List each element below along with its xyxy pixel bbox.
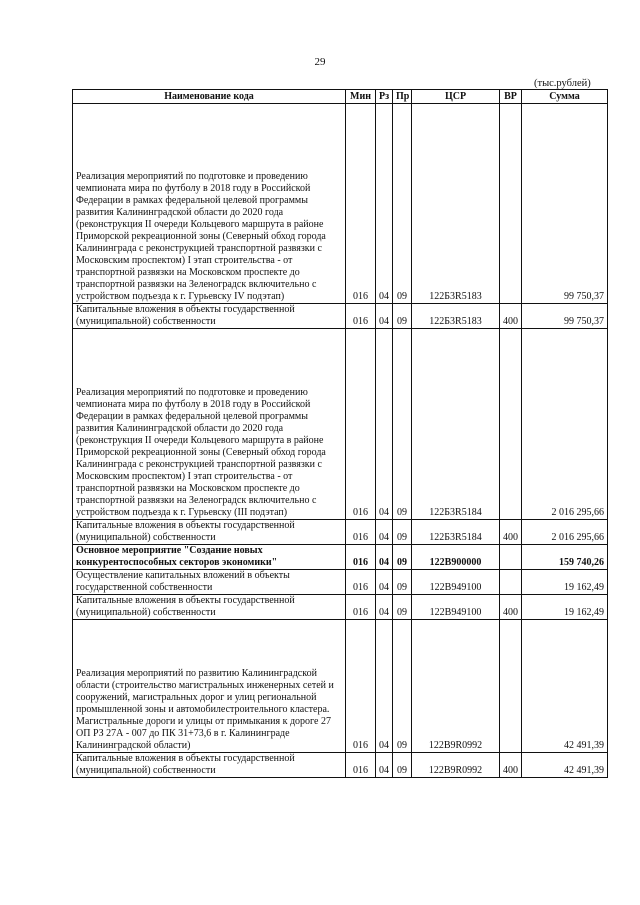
row-min: 016 (346, 545, 376, 570)
row-rz: 04 (376, 570, 393, 595)
header-name: Наименование кода (73, 90, 346, 104)
row-name: Осуществление капитальных вложений в объекты государственной собственности (73, 570, 346, 595)
row-rz: 04 (376, 753, 393, 778)
row-min: 016 (346, 595, 376, 620)
row-min: 016 (346, 520, 376, 545)
table-row (73, 104, 608, 304)
row-vr (500, 570, 522, 595)
row-name: Реализация мероприятий по подготовке и проведению чемпионата мира по футболу в 2018 году в Российской Федерации в рамках федеральной целевой программы развития Калининградской области до 2020 года (реконструкция II очереди Кольцевого маршрута в районе Приморской рекреационной зоны (Северный обход города Калининграда с реконструкцией транспортной развязки с Московским проспектом) I этап строительства - от транспортной развязки на Московском проспекте до транспортной развязки на Зеленоградск включительно с устройством подъезда к г. Гурьевску (III подэтап) (73, 329, 346, 520)
row-sum: 2 016 295,66 (522, 520, 608, 545)
row-vr: 400 (500, 520, 522, 545)
row-csr: 122В949100 (412, 595, 500, 620)
row-sum: 19 162,49 (522, 570, 608, 595)
row-csr: 122Б3R5184 (412, 520, 500, 545)
row-name: Капитальные вложения в объекты государственной (муниципальной) собственности (73, 753, 346, 778)
row-name: Реализация мероприятий по подготовке и проведению чемпионата мира по футболу в 2018 году в Российской Федерации в рамках федеральной целевой программы развития Калининградской области до 2020 года (реконструкция II очереди Кольцевого маршрута в районе Приморской рекреационной зоны (Северный обход города Калининграда с реконструкцией транспортной развязки с Московским проспектом) I этап строительства - от транспортной развязки на Московском проспекте до транспортной развязки на Зеленоградск включительно с устройством подъезда к г. Гурьевску IV подэтап) (73, 104, 346, 304)
row-sum: 2 016 295,66 (522, 329, 608, 520)
row-rz: 04 (376, 545, 393, 570)
row-csr: 122В9R0992 (412, 753, 500, 778)
table-row (73, 520, 608, 545)
row-pr: 09 (393, 520, 412, 545)
row-pr: 09 (393, 620, 412, 753)
row-pr: 09 (393, 570, 412, 595)
header-sum: Сумма (522, 90, 608, 104)
row-name: Капитальные вложения в объекты государственной (муниципальной) собственности (73, 520, 346, 545)
header-vr: ВР (500, 90, 522, 104)
header-row (73, 90, 608, 104)
table-row (73, 595, 608, 620)
row-pr: 09 (393, 329, 412, 520)
row-sum: 19 162,49 (522, 595, 608, 620)
row-pr: 09 (393, 753, 412, 778)
row-name: Капитальные вложения в объекты государственной (муниципальной) собственности (73, 595, 346, 620)
row-vr (500, 545, 522, 570)
header-min: Мин (346, 90, 376, 104)
row-pr: 09 (393, 104, 412, 304)
table-row (73, 329, 608, 520)
row-csr: 122Б3R5183 (412, 304, 500, 329)
header-rz: Рз (376, 90, 393, 104)
table-row (73, 753, 608, 778)
row-sum: 42 491,39 (522, 753, 608, 778)
table-row (73, 620, 608, 753)
row-vr (500, 329, 522, 520)
row-vr: 400 (500, 595, 522, 620)
row-csr: 122В900000 (412, 545, 500, 570)
row-name: Капитальные вложения в объекты государственной (муниципальной) собственности (73, 304, 346, 329)
row-sum: 42 491,39 (522, 620, 608, 753)
row-csr: 122Б3R5183 (412, 104, 500, 304)
row-sum: 99 750,37 (522, 104, 608, 304)
row-rz: 04 (376, 329, 393, 520)
header-csr: ЦСР (412, 90, 500, 104)
row-name: Основное мероприятие "Создание новых конкурентоспособных секторов экономики" (73, 545, 346, 570)
row-name: Реализация мероприятий по развитию Калининградской области (строительство магистральных инженерных сетей и сооружений, магистральных дорог и улиц региональной промышленной зоны и автомобилестроительного кластера. Магистральные дороги и улицы от примыкания к дороге 27 ОП РЗ 27А - 007 до ПК 31+73,6 в г. Калининграде Калининградской области) (73, 620, 346, 753)
row-csr: 122В9R0992 (412, 620, 500, 753)
row-min: 016 (346, 329, 376, 520)
budget-table (72, 89, 608, 778)
row-sum: 159 740,26 (522, 545, 608, 570)
units-label: (тыс.рублей) (534, 78, 591, 89)
row-min: 016 (346, 104, 376, 304)
row-rz: 04 (376, 304, 393, 329)
table-row (73, 570, 608, 595)
row-pr: 09 (393, 595, 412, 620)
row-csr: 122Б3R5184 (412, 329, 500, 520)
row-min: 016 (346, 570, 376, 595)
row-rz: 04 (376, 520, 393, 545)
row-min: 016 (346, 304, 376, 329)
row-pr: 09 (393, 304, 412, 329)
row-rz: 04 (376, 104, 393, 304)
row-vr (500, 620, 522, 753)
row-rz: 04 (376, 595, 393, 620)
row-vr (500, 104, 522, 304)
row-vr: 400 (500, 753, 522, 778)
page-number: 29 (314, 56, 326, 68)
table-row (73, 545, 608, 570)
row-csr: 122В949100 (412, 570, 500, 595)
header-pr: Пр (393, 90, 412, 104)
row-min: 016 (346, 620, 376, 753)
row-rz: 04 (376, 620, 393, 753)
row-vr: 400 (500, 304, 522, 329)
row-sum: 99 750,37 (522, 304, 608, 329)
row-pr: 09 (393, 545, 412, 570)
table-row (73, 304, 608, 329)
row-min: 016 (346, 753, 376, 778)
